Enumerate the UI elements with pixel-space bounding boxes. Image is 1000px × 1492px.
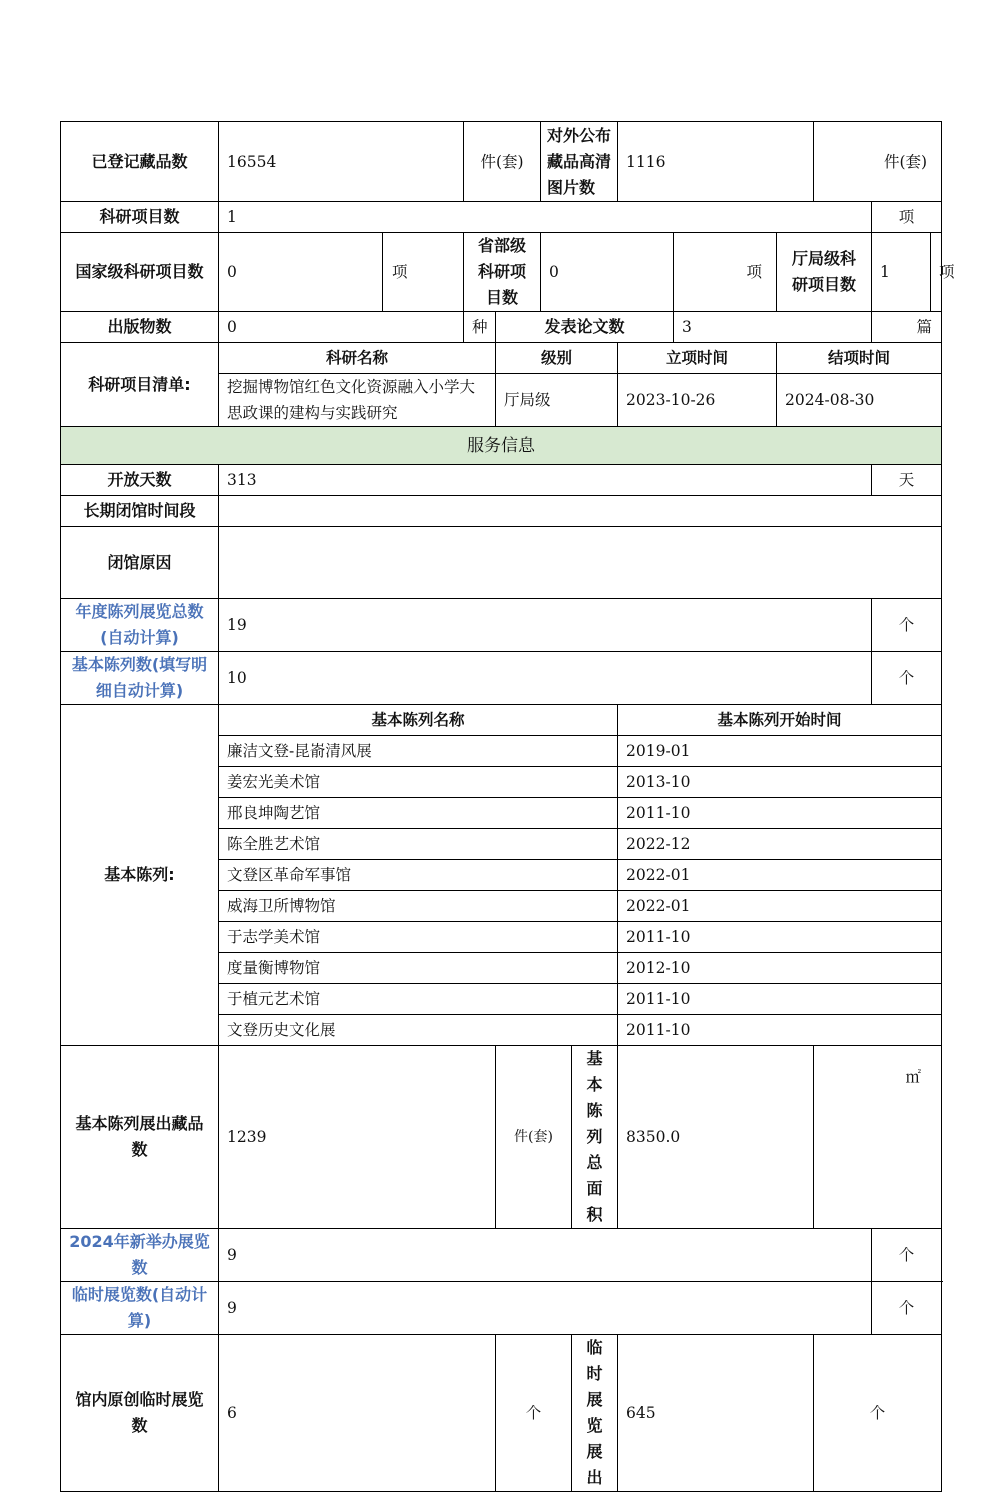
original-temp-unit: 个 <box>496 1335 572 1492</box>
national-label: 国家级科研项目数 <box>61 233 219 312</box>
papers-unit: 篇 <box>872 312 942 343</box>
temp-out-unit: 个 <box>814 1335 942 1492</box>
hd-images-value: 1116 <box>618 122 814 202</box>
open-days-label: 开放天数 <box>61 465 219 496</box>
registered-unit: 件(套) <box>464 122 541 202</box>
report-table <box>60 121 955 1492</box>
row-temp-exhibitions <box>61 1282 942 1335</box>
hd-images-unit: 件(套) <box>814 122 942 202</box>
basic-exhibit-name: 邢良坤陶艺馆 <box>219 798 618 829</box>
closed-reason-label: 闭馆原因 <box>61 527 219 599</box>
basic-exhibit-start: 2022-12 <box>618 829 942 860</box>
basic-exhibit-start: 2011-10 <box>618 798 942 829</box>
bureau-value: 1 <box>872 233 931 312</box>
basic-exhibits-label: 基本陈列: <box>61 705 219 1046</box>
temp-exhibitions-value: 9 <box>219 1282 872 1335</box>
basic-count-value: 10 <box>219 652 872 705</box>
annual-exhibitions-unit: 个 <box>872 599 942 652</box>
basic-exhibit-start: 2019-01 <box>618 736 942 767</box>
basic-exhibit-name: 文登区革命军事馆 <box>219 860 618 891</box>
basic-count-unit: 个 <box>872 652 942 705</box>
basic-exhibit-start: 2011-10 <box>618 984 942 1015</box>
exhibit-area-unit: ㎡ <box>814 1046 942 1229</box>
publications-label: 出版物数 <box>61 312 219 343</box>
new-exhibitions-label: 2024年新举办展览数 <box>61 1229 219 1282</box>
basic-exhibit-name: 于植元艺术馆 <box>219 984 618 1015</box>
annual-exhibitions-value: 19 <box>219 599 872 652</box>
bureau-label: 厅局级科研项目数 <box>777 233 872 312</box>
research-header-name: 科研名称 <box>219 343 496 374</box>
temp-out-value: 645 <box>618 1335 814 1492</box>
open-days-unit: 天 <box>872 465 942 496</box>
row-basic-exhibits-header <box>61 705 942 736</box>
service-section-title: 服务信息 <box>61 427 942 465</box>
temp-exhibitions-unit: 个 <box>872 1282 942 1335</box>
national-value: 0 <box>219 233 383 312</box>
row-publications <box>61 312 942 343</box>
research-header-level: 级别 <box>496 343 618 374</box>
research-header-start: 立项时间 <box>618 343 777 374</box>
research-name: 挖掘博物馆红色文化资源融入小学大思政课的建构与实践研究 <box>219 374 496 427</box>
new-exhibitions-value: 9 <box>219 1229 872 1282</box>
bureau-unit: 项 <box>931 233 942 312</box>
publications-value: 0 <box>219 312 464 343</box>
provincial-value: 0 <box>541 233 674 312</box>
basic-exhibit-start: 2011-10 <box>618 922 942 953</box>
row-open-days <box>61 465 942 496</box>
hd-images-label: 对外公布藏品高清图片数 <box>541 122 618 202</box>
row-service-band <box>61 427 942 465</box>
closed-period-label: 长期闭馆时间段 <box>61 496 219 527</box>
museum-report-form <box>60 121 955 1492</box>
research-end: 2024-08-30 <box>777 374 942 427</box>
original-temp-value: 6 <box>219 1335 496 1492</box>
row-registered <box>61 122 942 202</box>
papers-value: 3 <box>674 312 872 343</box>
temp-exhibitions-label: 临时展览数(自动计算) <box>61 1282 219 1335</box>
exhibit-items-unit: 件(套) <box>496 1046 572 1229</box>
basic-count-label: 基本陈列数(填写明细自动计算) <box>61 652 219 705</box>
basic-exhibit-name: 于志学美术馆 <box>219 922 618 953</box>
row-closed-period <box>61 496 942 527</box>
basic-exhibit-start: 2013-10 <box>618 767 942 798</box>
new-exhibitions-unit: 个 <box>872 1229 942 1282</box>
temp-out-label: 临时展览展出 <box>572 1335 618 1492</box>
research-list-label: 科研项目清单: <box>61 343 219 427</box>
row-original-temp <box>61 1335 942 1492</box>
basic-exhibits-header-name: 基本陈列名称 <box>219 705 618 736</box>
closed-period-value <box>219 496 942 527</box>
row-basic-count <box>61 652 942 705</box>
projects-unit: 项 <box>872 202 942 233</box>
basic-exhibits-header-start: 基本陈列开始时间 <box>618 705 942 736</box>
row-closed-reason <box>61 527 942 599</box>
exhibit-area-value: 8350.0 <box>618 1046 814 1229</box>
basic-exhibit-name: 度量衡博物馆 <box>219 953 618 984</box>
row-projects <box>61 202 942 233</box>
annual-exhibitions-label: 年度陈列展览总数(自动计算) <box>61 599 219 652</box>
basic-exhibit-start: 2022-01 <box>618 891 942 922</box>
basic-exhibit-start: 2012-10 <box>618 953 942 984</box>
research-level: 厅局级 <box>496 374 618 427</box>
registered-value: 16554 <box>219 122 464 202</box>
original-temp-label: 馆内原创临时展览数 <box>61 1335 219 1492</box>
basic-exhibit-start: 2022-01 <box>618 860 942 891</box>
projects-value: 1 <box>219 202 872 233</box>
exhibit-items-value: 1239 <box>219 1046 496 1229</box>
projects-label: 科研项目数 <box>61 202 219 233</box>
row-annual-exhibitions <box>61 599 942 652</box>
basic-exhibit-name: 姜宏光美术馆 <box>219 767 618 798</box>
exhibit-area-label: 基本陈列总面积 <box>572 1046 618 1229</box>
publications-unit: 种 <box>464 312 496 343</box>
national-unit: 项 <box>383 233 464 312</box>
provincial-unit: 项 <box>674 233 777 312</box>
papers-label: 发表论文数 <box>496 312 674 343</box>
basic-exhibit-name: 威海卫所博物馆 <box>219 891 618 922</box>
row-new-exhibitions <box>61 1229 942 1282</box>
basic-exhibit-name: 廉洁文登-昆嵛清风展 <box>219 736 618 767</box>
row-research-list-header <box>61 343 942 374</box>
research-start: 2023-10-26 <box>618 374 777 427</box>
basic-exhibit-name: 陈全胜艺术馆 <box>219 829 618 860</box>
provincial-label: 省部级科研项目数 <box>464 233 541 312</box>
basic-exhibit-start: 2011-10 <box>618 1015 942 1046</box>
row-project-levels <box>61 233 942 312</box>
open-days-value: 313 <box>219 465 872 496</box>
basic-exhibit-name: 文登历史文化展 <box>219 1015 618 1046</box>
closed-reason-value <box>219 527 942 599</box>
row-exhibit-items <box>61 1046 942 1229</box>
registered-label: 已登记藏品数 <box>61 122 219 202</box>
research-header-end: 结项时间 <box>777 343 942 374</box>
exhibit-items-label: 基本陈列展出藏品数 <box>61 1046 219 1229</box>
